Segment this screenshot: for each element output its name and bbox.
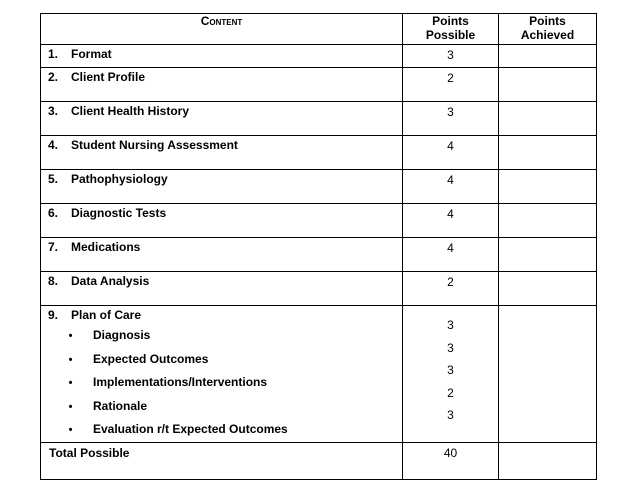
list-item: [48, 324, 402, 348]
table-row: [41, 238, 597, 272]
row-content-cell: [41, 170, 403, 204]
row-points-achieved[interactable]: [499, 238, 597, 272]
row-points-possible: 4: [403, 170, 499, 204]
table-row: [41, 102, 597, 136]
plan-of-care-points-possible: [403, 306, 499, 443]
points-achieved-column-header: [499, 14, 597, 45]
header-row: [41, 14, 597, 45]
row-content-cell: [41, 238, 403, 272]
row-points-achieved[interactable]: [499, 204, 597, 238]
row-label: Pathophysiology: [71, 172, 168, 186]
grading-rubric-table: [40, 13, 597, 480]
subitem-label: Rationale: [93, 398, 148, 413]
row-points-achieved[interactable]: [499, 45, 597, 68]
row-points-possible: 3: [403, 45, 499, 68]
row-number: 5.: [48, 172, 59, 186]
subitem-points: 3: [447, 363, 454, 377]
row-content-cell: [41, 204, 403, 238]
total-points-achieved[interactable]: [499, 442, 597, 479]
row-content-cell: [41, 68, 403, 102]
subitem-label: Diagnosis: [93, 328, 151, 342]
row-points-possible: 2: [403, 272, 499, 306]
total-row: [41, 442, 597, 479]
row-points-achieved[interactable]: [499, 68, 597, 102]
row-points-achieved[interactable]: [499, 136, 597, 170]
row-number: 8.: [48, 274, 59, 288]
list-item: [48, 371, 402, 395]
row-points-achieved[interactable]: [499, 272, 597, 306]
row-points-possible: 4: [403, 204, 499, 238]
row-label: Client Health History: [71, 104, 190, 118]
row-label: Plan of Care: [71, 308, 142, 322]
subitem-label: Implementations/Interventions: [93, 375, 268, 389]
points-possible-header-line2: Possible: [425, 28, 476, 42]
list-item: [48, 395, 402, 419]
total-points-possible: 40: [403, 442, 499, 479]
bullet-icon: •: [68, 400, 73, 413]
list-item: [48, 418, 402, 442]
points-achieved-header-line2: Achieved: [520, 28, 575, 42]
row-points-possible: 4: [403, 136, 499, 170]
content-column-header: Content: [41, 14, 403, 45]
subitem-points: 3: [447, 340, 454, 355]
row-number: 2.: [48, 70, 59, 84]
subitem-points: 3: [447, 408, 454, 422]
row-content-cell: [41, 102, 403, 136]
table-row: [41, 272, 597, 306]
table-row: [41, 170, 597, 204]
row-points-achieved[interactable]: [499, 170, 597, 204]
row-number: 7.: [48, 240, 59, 254]
row-number: 4.: [48, 138, 59, 152]
points-possible-column-header: [403, 14, 499, 45]
row-points-possible: 3: [403, 102, 499, 136]
row-number: 3.: [48, 104, 59, 118]
plan-of-care-row: [41, 306, 597, 443]
row-content-cell: [41, 136, 403, 170]
plan-of-care-points-achieved[interactable]: [499, 306, 597, 443]
bullet-icon: •: [68, 424, 73, 436]
plan-of-care-subitem-list: [48, 324, 402, 442]
row-points-possible: 2: [403, 68, 499, 102]
table-row: [41, 136, 597, 170]
row-label: Format: [71, 47, 112, 61]
row-number: 9.: [48, 308, 59, 322]
points-possible-header-line1: Points: [432, 14, 469, 28]
row-points-possible: 4: [403, 238, 499, 272]
bullet-icon: •: [68, 330, 73, 342]
plan-of-care-title: [48, 308, 402, 324]
row-points-achieved[interactable]: [499, 102, 597, 136]
total-label: Total Possible: [41, 442, 403, 479]
bullet-icon: •: [68, 353, 73, 366]
bullet-icon: •: [68, 377, 73, 389]
row-label: Medications: [71, 240, 141, 254]
row-label: Student Nursing Assessment: [71, 138, 238, 152]
plan-of-care-content-cell: [41, 306, 403, 443]
table-row: [41, 45, 597, 68]
row-label: Data Analysis: [71, 274, 150, 288]
row-content-cell: [41, 272, 403, 306]
row-number: 1.: [48, 47, 59, 61]
row-number: 6.: [48, 206, 59, 220]
list-item: [48, 348, 402, 372]
plan-of-care-points-list: [403, 306, 498, 427]
points-achieved-header-line1: Points: [529, 14, 566, 28]
subitem-points: 2: [447, 385, 454, 400]
row-label: Diagnostic Tests: [71, 206, 167, 220]
row-label: Client Profile: [71, 70, 146, 84]
table-row: [41, 204, 597, 238]
table-row: [41, 68, 597, 102]
subitem-points: 3: [447, 318, 454, 332]
subitem-label: Evaluation r/t Expected Outcomes: [93, 422, 288, 436]
subitem-label: Expected Outcomes: [93, 351, 209, 366]
row-content-cell: [41, 45, 403, 68]
